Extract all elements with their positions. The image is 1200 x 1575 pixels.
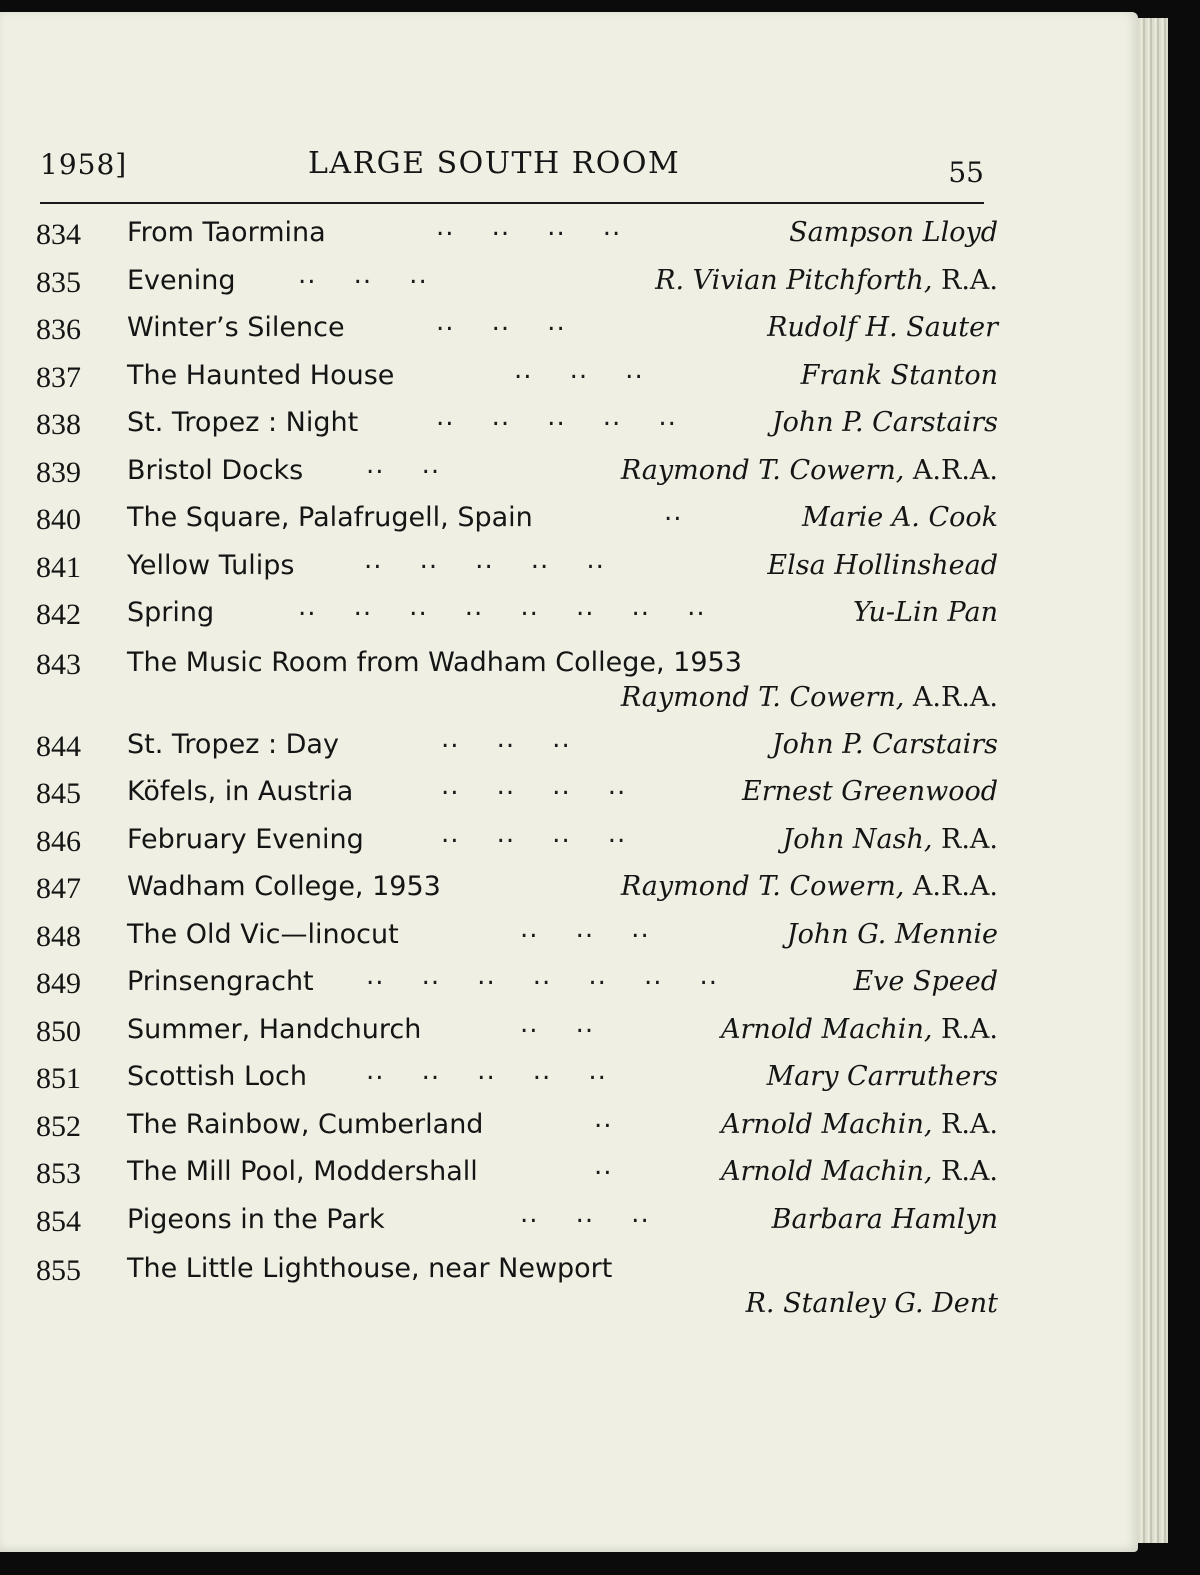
entry-artist <box>621 682 998 713</box>
artist-name: Sampson Lloyd <box>789 217 998 248</box>
catalogue-entry <box>36 771 998 819</box>
entry-title: Winter’s Silence <box>127 312 345 343</box>
artist-name: Raymond T. Cowern, <box>620 681 905 713</box>
artist-distinction: R.A. <box>932 1013 998 1045</box>
entry-number: 853 <box>36 1157 81 1190</box>
dot-leader: .. <box>594 1151 613 1181</box>
artist-name: Arnold Machin, <box>721 1013 933 1045</box>
running-head-title: LARGE SOUTH ROOM <box>308 146 681 181</box>
dot-leader: .. .. .. <box>520 913 650 944</box>
entry-number: 839 <box>36 455 81 489</box>
dot-leader: .. <box>594 1103 613 1134</box>
catalogue-entry <box>36 819 998 867</box>
artist-name: Ernest Greenwood <box>742 776 998 807</box>
entry-artist <box>789 217 998 248</box>
entry-artist <box>853 966 998 997</box>
catalogue-entry <box>36 866 998 914</box>
artist-name: Arnold Machin, <box>721 1108 933 1140</box>
catalogue-entry <box>36 1199 998 1247</box>
catalogue-entry <box>36 640 998 724</box>
entry-title: From Taormina <box>127 217 326 248</box>
entry-number: 840 <box>36 503 81 536</box>
dot-leader: .. .. .. .. .. <box>366 1056 607 1086</box>
artist-name: John P. Carstairs <box>771 728 998 760</box>
dot-leader: .. .. .. <box>441 723 571 754</box>
artist-distinction: R.A. <box>932 1108 998 1140</box>
entry-title: Köfels, in Austria <box>127 776 354 807</box>
entry-title: Spring <box>127 597 215 628</box>
entry-title: Evening <box>127 264 236 296</box>
catalogue-entry <box>36 1009 998 1057</box>
artist-name: Mary Carruthers <box>766 1061 998 1092</box>
dot-leader: .. .. .. <box>436 307 566 337</box>
catalogue-entry <box>36 402 998 450</box>
artist-distinction: A.R.A. <box>904 454 998 486</box>
artist-name: John G. Mennie <box>786 918 998 950</box>
entry-number: 845 <box>36 777 81 810</box>
catalogue-entry <box>36 497 998 545</box>
entry-artist <box>621 871 998 902</box>
entry-artist <box>772 1204 998 1235</box>
dot-leader: .. .. .. .. .. .. .. <box>366 961 719 991</box>
artist-name: Marie A. Cook <box>801 502 998 533</box>
catalogue-entry <box>36 307 998 355</box>
entry-title: The Rainbow, Cumberland <box>127 1108 484 1140</box>
entry-title: Pigeons in the Park <box>127 1203 385 1235</box>
dot-leader: .. .. .. .. .. .. .. .. <box>298 592 706 622</box>
dot-leader: .. .. .. .. <box>441 818 627 849</box>
entry-title: February Evening <box>127 823 364 855</box>
entry-number: 842 <box>36 598 81 631</box>
entry-title: The Music Room from Wadham College, 1953 <box>127 646 742 678</box>
dot-leader: .. .. .. .. <box>436 212 622 242</box>
entry-number: 843 <box>36 647 81 681</box>
entry-title: Summer, Handchurch <box>127 1013 422 1045</box>
dot-leader: .. .. <box>366 449 441 480</box>
dot-leader: .. .. .. .. .. <box>364 544 605 575</box>
entry-title: The Old Vic—linocut <box>127 918 399 950</box>
entry-artist <box>746 1288 998 1319</box>
dot-leader: .. .. <box>520 1008 595 1039</box>
entry-title: Prinsengracht <box>127 966 314 997</box>
catalogue-entry <box>36 212 998 260</box>
entry-number: 846 <box>36 824 81 858</box>
catalogue-entry <box>36 1151 998 1199</box>
artist-name: Rudolf H. Sauter <box>767 312 998 343</box>
dot-leader: .. .. .. .. .. <box>436 402 677 432</box>
artist-distinction: A.R.A. <box>904 871 998 902</box>
entry-number: 851 <box>36 1062 81 1095</box>
entry-artist <box>721 1014 998 1045</box>
entry-artist <box>621 455 998 486</box>
artist-name: Barbara Hamlyn <box>771 1203 998 1235</box>
entry-artist <box>782 824 998 855</box>
running-head-year: 1958] <box>40 148 128 181</box>
catalogue-entry <box>36 545 998 593</box>
entry-artist <box>767 312 998 343</box>
catalogue-entry <box>36 592 998 640</box>
catalogue-entry <box>36 1056 998 1104</box>
entry-title: The Mill Pool, Moddershall <box>127 1156 478 1187</box>
catalogue-entry <box>36 1246 998 1330</box>
artist-name: Raymond T. Cowern, <box>620 871 905 902</box>
book-page <box>0 12 1138 1552</box>
catalogue-entry <box>36 260 998 308</box>
running-head <box>40 138 988 188</box>
artist-name: R. Stanley G. Dent <box>745 1288 998 1319</box>
entry-artist <box>772 407 998 438</box>
artist-distinction: R.A. <box>932 823 998 855</box>
artist-name: Eve Speed <box>853 966 998 997</box>
catalogue-entry <box>36 355 998 403</box>
dot-leader: .. .. .. .. <box>441 771 627 801</box>
artist-name: Raymond T. Cowern, <box>620 454 905 486</box>
entry-title: Wadham College, 1953 <box>127 871 441 902</box>
header-rule <box>40 202 984 204</box>
catalogue-entry <box>36 961 998 1009</box>
entry-number: 834 <box>36 218 81 251</box>
entry-title: Bristol Docks <box>127 454 304 486</box>
entry-title: The Little Lighthouse, near Newport <box>127 1253 613 1284</box>
entry-number: 837 <box>36 360 81 394</box>
entry-artist <box>655 265 998 296</box>
entry-title: Yellow Tulips <box>127 549 295 581</box>
dot-leader: .. .. .. <box>514 354 644 385</box>
artist-name: Arnold Machin, <box>721 1156 933 1187</box>
artist-name: John P. Carstairs <box>771 407 998 438</box>
catalogue-entry <box>36 1104 998 1152</box>
entry-number: 836 <box>36 313 81 346</box>
entry-title: St. Tropez : Night <box>127 407 359 438</box>
artist-name: John Nash, <box>782 823 933 855</box>
entry-title: St. Tropez : Day <box>127 728 339 760</box>
artist-name: Yu-Lin Pan <box>853 597 998 628</box>
entry-artist <box>767 550 998 581</box>
entry-artist <box>802 502 998 533</box>
entry-number: 841 <box>36 550 81 584</box>
entry-artist <box>801 360 998 391</box>
catalogue-entry-list <box>36 212 998 1330</box>
entry-number: 850 <box>36 1014 81 1048</box>
entry-artist <box>787 919 998 950</box>
entry-artist <box>772 729 998 760</box>
entry-number: 844 <box>36 729 81 763</box>
entry-artist <box>853 597 998 628</box>
artist-name: Frank Stanton <box>800 359 998 391</box>
entry-title: The Haunted House <box>127 359 395 391</box>
entry-number: 849 <box>36 967 81 1000</box>
entry-artist <box>767 1061 998 1092</box>
entry-title: Scottish Loch <box>127 1061 307 1092</box>
entry-artist <box>721 1109 998 1140</box>
artist-distinction: R.A. <box>932 264 998 296</box>
entry-artist <box>742 776 998 807</box>
artist-name: R. Vivian Pitchforth, <box>655 264 933 296</box>
entry-number: 848 <box>36 919 81 953</box>
artist-distinction: A.R.A. <box>904 681 998 713</box>
dot-leader: .. .. .. <box>520 1198 650 1229</box>
entry-number: 852 <box>36 1109 81 1143</box>
catalogue-entry <box>36 724 998 772</box>
entry-number: 847 <box>36 872 81 905</box>
entry-artist <box>721 1156 998 1187</box>
dot-leader: .. .. .. <box>298 259 428 290</box>
entry-number: 855 <box>36 1254 81 1287</box>
entry-number: 854 <box>36 1204 81 1238</box>
entry-number: 838 <box>36 408 81 441</box>
entry-title: The Square, Palafrugell, Spain <box>127 502 533 533</box>
dot-leader: .. <box>664 497 683 527</box>
artist-name: Elsa Hollinshead <box>767 549 998 581</box>
catalogue-entry <box>36 450 998 498</box>
entry-number: 835 <box>36 265 81 299</box>
page-number: 55 <box>948 156 984 189</box>
artist-distinction: R.A. <box>932 1156 998 1187</box>
catalogue-entry <box>36 914 998 962</box>
